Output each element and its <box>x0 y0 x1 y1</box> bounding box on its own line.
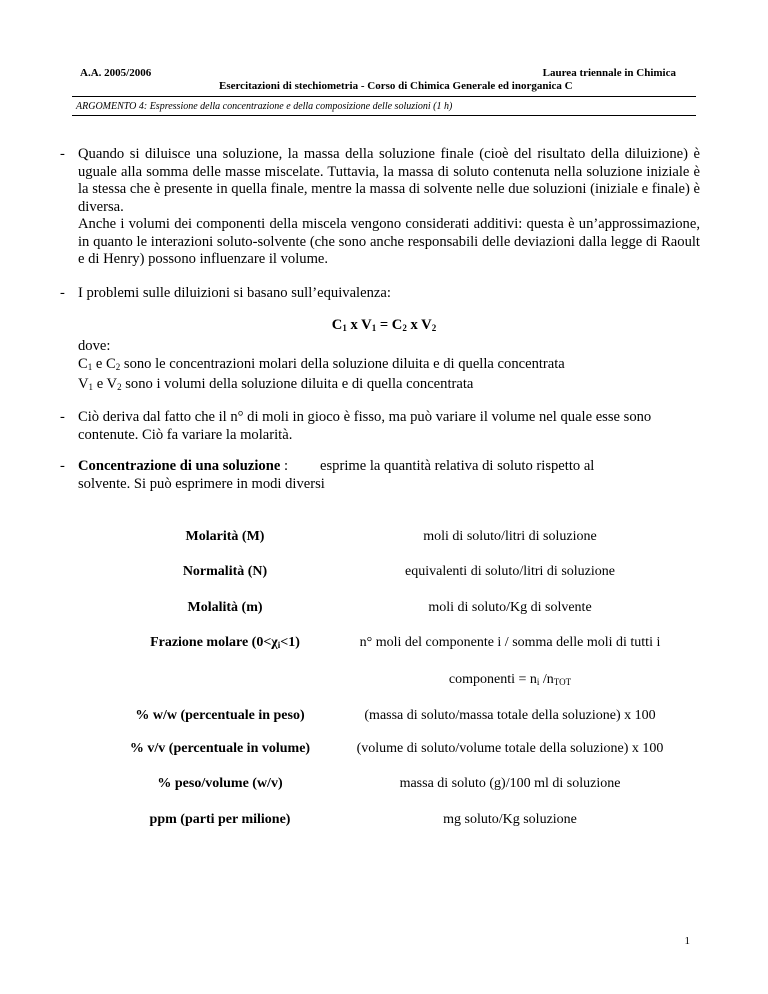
def-frazione-molare-cont: componenti = $n_i$ $/n_{TOT}$ <box>448 672 572 687</box>
bullet-dilution <box>60 146 700 269</box>
term-normalita: Normalità (N) <box>182 564 268 579</box>
table-row <box>0 812 768 832</box>
def-frazione-molare: n° moli del componente i / somma delle moli di tutti i <box>359 635 661 650</box>
concentration-line-2: solvente. Si può esprimere in modi diversi <box>78 475 325 492</box>
bullet-dash: - <box>60 146 65 162</box>
table-row <box>0 708 768 728</box>
concentration-line-1: Concentrazione di una soluzione : esprime la quantità relativa di soluto rispetto al <box>78 458 595 474</box>
bullet-dash: - <box>60 409 65 425</box>
def-normalita: equivalenti di soluto/litri di soluzione <box>405 564 615 579</box>
def-w-v: massa di soluto (g)/100 ml di soluzione <box>399 776 621 791</box>
term-molalita: Molalità (m) <box>187 600 263 615</box>
table-row <box>0 776 768 796</box>
academic-year: A.A. 2005/2006 <box>80 67 152 79</box>
dilution-formula: $C_1$ x $V_1 = C_2$ x $V_2$ <box>331 317 437 333</box>
header-rule <box>72 96 696 97</box>
bullet-dash: - <box>60 458 65 474</box>
bullet-moles <box>60 409 660 444</box>
bullet-concentration <box>60 458 700 493</box>
dove-label: dove: <box>78 338 111 354</box>
term-frazione-molare: Frazione molare $(0<\chi_i<1)$ <box>150 635 300 650</box>
term-v-v: % v/v (percentuale in volume) <box>129 741 311 756</box>
dilution-paragraph-1: Quando si diluisce una soluzione, la massa della soluzione finale (cioè del risultato della diluizione) è uguale alla somma delle masse miscelate. Tuttavia, la massa di soluto contenuta nella soluzione iniziale è la stessa che è presente in quella finale, mentre la massa di solvente nelle due soluzioni (iniziale e finale) è diversa. <box>78 146 700 215</box>
def-molalita: moli di soluto/Kg di solvente <box>428 600 592 615</box>
def-w-w: (massa di soluto/massa totale della soluzione) x 100 <box>364 708 656 723</box>
dilution-paragraph-2: Anche i volumi dei componenti della miscela vengono considerati additivi: questa è un’approssimazione, in quanto le interazioni soluto-solvente (che sono anche responsabili delle deviazioni dalla legge di Raoult e di Henry) possono influenzare il volume. <box>78 216 700 267</box>
formula-explanation <box>60 338 700 397</box>
moles-text: Ciò deriva dal fatto che il n° di moli in gioco è fisso, ma può variare il volume nel quale esse sono contenute. Ciò fa variare la molarità. <box>78 409 652 443</box>
degree-label: Laurea triennale in Chimica <box>542 67 676 79</box>
term-w-v: % peso/volume (w/v) <box>157 776 283 791</box>
def-ppm: mg soluto/Kg soluzione <box>443 812 577 827</box>
equivalence-text: I problemi sulle diluizioni si basano sull’equivalenza: <box>78 285 391 301</box>
table-row <box>0 635 768 655</box>
page-number: 1 <box>684 935 690 947</box>
table-row <box>0 529 768 549</box>
volume-definition: $V_1$ e $V_2$ sono i volumi della soluzione diluita e di quella concentrata <box>78 376 474 392</box>
table-row <box>0 672 768 692</box>
table-row <box>0 600 768 620</box>
course-title: Esercitazioni di stechiometria - Corso di Chimica Generale ed inorganica C <box>219 80 573 92</box>
def-molarita: moli di soluto/litri di soluzione <box>423 529 597 544</box>
bullet-equivalence <box>60 285 700 303</box>
def-v-v: (volume di soluto/volume totale della soluzione) x 100 <box>356 741 664 756</box>
table-row <box>0 741 768 761</box>
term-ppm: ppm (parti per milione) <box>149 812 291 827</box>
topic-heading: ARGOMENTO 4: Espressione della concentrazione e della composizione delle soluzioni (1 h) <box>76 101 453 112</box>
bullet-dash: - <box>60 285 65 301</box>
term-w-w: % w/w (percentuale in peso) <box>135 708 305 723</box>
concentration-definition: $C_1$ e $C_2$ sono le concentrazioni molari della soluzione diluita e di quella concentrata <box>78 355 565 372</box>
concentration-heading: Concentrazione di una soluzione <box>78 458 281 474</box>
topic-rule <box>72 115 696 116</box>
term-molarita: Molarità (M) <box>185 529 265 544</box>
table-row <box>0 564 768 584</box>
